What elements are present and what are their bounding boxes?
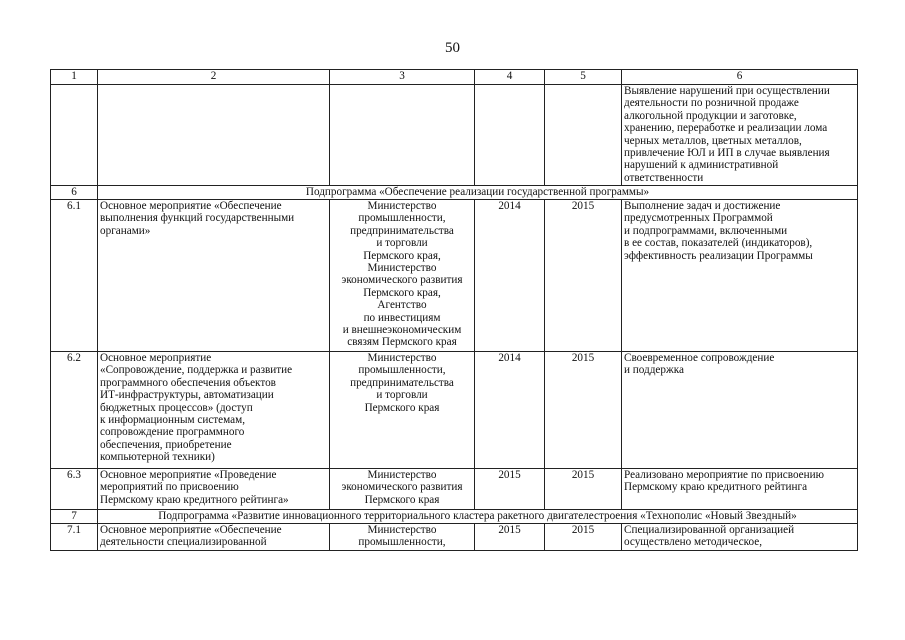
activity-name: Основное мероприятие «Обеспечение выполнения функций государственными органами» — [98, 200, 330, 352]
table-row-continuation — [51, 85, 858, 186]
end-year: 2015 — [545, 352, 622, 469]
program-table — [50, 69, 858, 551]
header-cell: 3 — [330, 70, 475, 85]
table-header-row — [51, 70, 858, 85]
activity-name: Основное мероприятие «Обеспечение деятельности специализированной — [98, 524, 330, 551]
end-year: 2015 — [545, 200, 622, 352]
start-year: 2015 — [475, 469, 545, 510]
subprogram-number: 6 — [51, 186, 98, 200]
subprogram-row — [51, 510, 858, 524]
start-year: 2015 — [475, 524, 545, 551]
empty-cell — [475, 85, 545, 186]
empty-cell — [330, 85, 475, 186]
result-cell: Реализовано мероприятие по присвоению Пермскому краю кредитного рейтинга — [622, 469, 858, 510]
table-row-7-1 — [51, 524, 858, 551]
header-cell: 1 — [51, 70, 98, 85]
result-cell: Своевременное сопровождение и поддержка — [622, 352, 858, 469]
page-number: 50 — [445, 40, 460, 56]
header-cell: 6 — [622, 70, 858, 85]
empty-cell — [545, 85, 622, 186]
result-cell: Выполнение задач и достижение предусмотренных Программой и подпрограммами, включенными в ее состав, показателей (индикаторов), эффективность реализации Программы — [622, 200, 858, 352]
header-cell: 2 — [98, 70, 330, 85]
executor-cell: Министерство экономического развития Пермского края — [330, 469, 475, 510]
header-cell: 5 — [545, 70, 622, 85]
subprogram-title: Подпрограмма «Развитие инновационного территориального кластера ракетного двигателестроения «Технополис «Новый Звездный» — [98, 510, 858, 524]
table-row-6-3 — [51, 469, 858, 510]
start-year: 2014 — [475, 200, 545, 352]
activity-name: Основное мероприятие «Сопровождение, поддержка и развитие программного обеспечения объектов ИТ-инфраструктуры, автоматизации бюджетных процессов» (доступ к информационным системам, сопровождение программного обеспечения, приобретение компьютерной техники) — [98, 352, 330, 469]
empty-cell — [98, 85, 330, 186]
row-number: 7.1 — [51, 524, 98, 551]
header-cell: 4 — [475, 70, 545, 85]
executor-cell: Министерство промышленности, — [330, 524, 475, 551]
end-year: 2015 — [545, 469, 622, 510]
table-row-6-2 — [51, 352, 858, 469]
subprogram-title: Подпрограмма «Обеспечение реализации государственной программы» — [98, 186, 858, 200]
subprogram-number: 7 — [51, 510, 98, 524]
row-number: 6.3 — [51, 469, 98, 510]
result-cell: Специализированной организацией осуществлено методическое, — [622, 524, 858, 551]
executor-cell: Министерство промышленности, предпринимательства и торговли Пермского края — [330, 352, 475, 469]
start-year: 2014 — [475, 352, 545, 469]
executor-cell: Министерство промышленности, предпринимательства и торговли Пермского края, Министерство экономического развития Пермского края, Агентство по инвестициям и внешнеэкономическим связям Пермского края — [330, 200, 475, 352]
result-cell: Выявление нарушений при осуществлении деятельности по розничной продаже алкогольной продукции и заготовке, хранению, переработке и реализации лома черных металлов, цветных металлов, привлечение ЮЛ и ИП в случае выявления нарушений к административной ответственности — [622, 85, 858, 186]
table-row-6-1 — [51, 200, 858, 352]
empty-cell — [51, 85, 98, 186]
end-year: 2015 — [545, 524, 622, 551]
subprogram-row — [51, 186, 858, 200]
row-number: 6.2 — [51, 352, 98, 469]
row-number: 6.1 — [51, 200, 98, 352]
activity-name: Основное мероприятие «Проведение мероприятий по присвоению Пермскому краю кредитного рейтинга» — [98, 469, 330, 510]
